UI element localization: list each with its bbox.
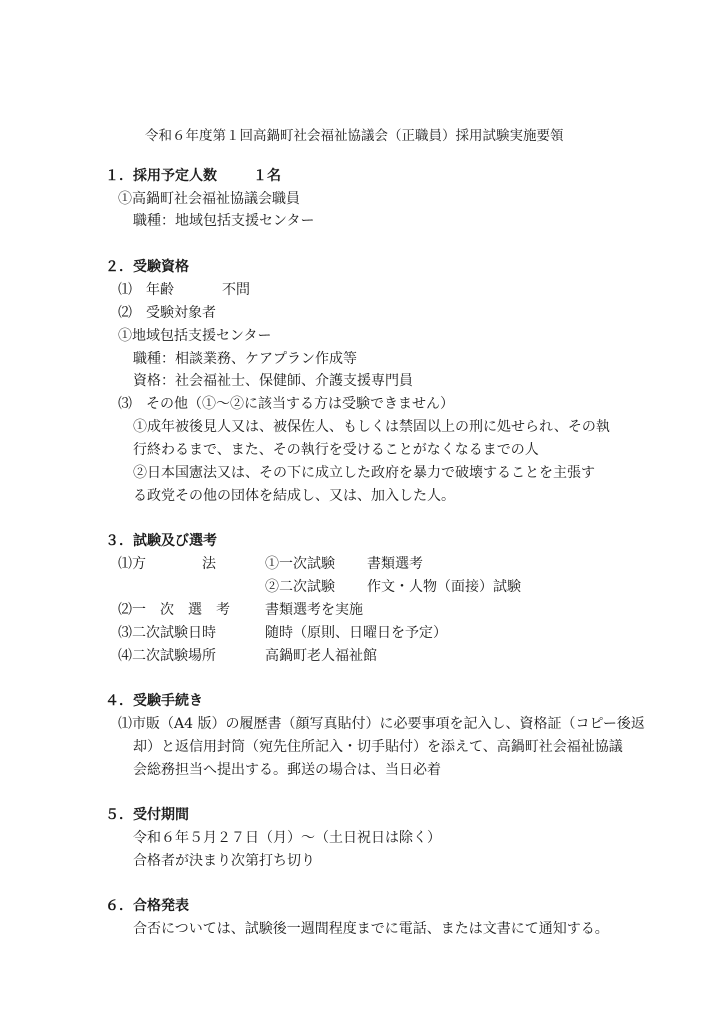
first-exam-label: ①一次試験 — [265, 556, 335, 572]
second-exam-value: 作文・人物（面接）試験 — [367, 579, 521, 595]
document-title: 令和６年度第１回高鍋町社会福祉協議会（正職員）採用試験実施要領 — [145, 128, 564, 144]
exam-place-label: ⑷二次試験場所 — [118, 648, 216, 664]
age-value: 不問 — [222, 282, 250, 298]
procedure-line3: 会総務担当へ提出する。郵送の場合は、当日必着 — [133, 762, 441, 778]
other-label: ⑶ その他（①～②に該当する方は受験できません） — [118, 396, 454, 412]
s1-item1: ①高鍋町社会福祉協議会職員 — [118, 191, 300, 207]
target-qualification: 資格：社会福祉士、保健師、介護支援専門員 — [133, 373, 413, 389]
method-label: ⑴方 法 — [118, 556, 216, 572]
section-1-heading: １．採用予定人数 — [105, 168, 217, 184]
section-4-heading: ４．受験手続き — [105, 693, 203, 709]
primary-selection-value: 書類選考を実施 — [265, 602, 363, 618]
target-label: ⑵ 受験対象者 — [118, 305, 216, 321]
target-org: ①地域包括支援センター — [118, 328, 272, 344]
other-item2-line2: る政党その他の団体を結成し、又は、加入した人。 — [133, 488, 455, 504]
section-6-heading: ６．合格発表 — [105, 898, 189, 914]
announcement-line1: 合否については、試験後一週間程度までに電話、または文書にて通知する。 — [133, 921, 609, 937]
section-2-heading: ２．受験資格 — [105, 259, 189, 275]
other-item1-line2: 行終わるまで、また、その執行を受けることがなくなるまでの人 — [133, 442, 539, 458]
exam-date-value: 随時（原則、日曜日を予定） — [265, 625, 447, 641]
s1-item2: 職種：地域包括支援センター — [133, 213, 315, 229]
section-5-heading: ５．受付期間 — [105, 807, 189, 823]
section-3-heading: ３．試験及び選考 — [105, 533, 217, 549]
primary-selection-label: ⑵一 次 選 考 — [118, 602, 230, 618]
exam-place-value: 高鍋町老人福祉館 — [265, 648, 377, 664]
target-job: 職種：相談業務、ケアプラン作成等 — [133, 351, 357, 367]
period-line2: 合格者が決まり次第打ち切り — [133, 853, 315, 869]
procedure-line2: 却）と返信用封筒（宛先住所記入・切手貼付）を添えて、高鍋町社会福祉協議 — [133, 739, 623, 755]
period-line1: 令和６年５月２７日（月）～（土日祝日は除く） — [133, 830, 441, 846]
exam-date-label: ⑶二次試験日時 — [118, 625, 216, 641]
other-item2-line1: ②日本国憲法又は、その下に成立した政府を暴力で破壊することを主張す — [133, 465, 595, 481]
recruit-count: １名 — [253, 168, 281, 184]
other-item1-line1: ①成年被後見人又は、被保佐人、もしくは禁固以上の刑に処せられ、その執 — [133, 419, 610, 435]
age-label: ⑴ 年齢 — [118, 282, 174, 298]
second-exam-label: ②二次試験 — [265, 579, 335, 595]
first-exam-value: 書類選考 — [367, 556, 423, 572]
procedure-line1: ⑴市販（A4 版）の履歴書（顔写真貼付）に必要事項を記入し、資格証（コピー後返 — [118, 716, 645, 732]
